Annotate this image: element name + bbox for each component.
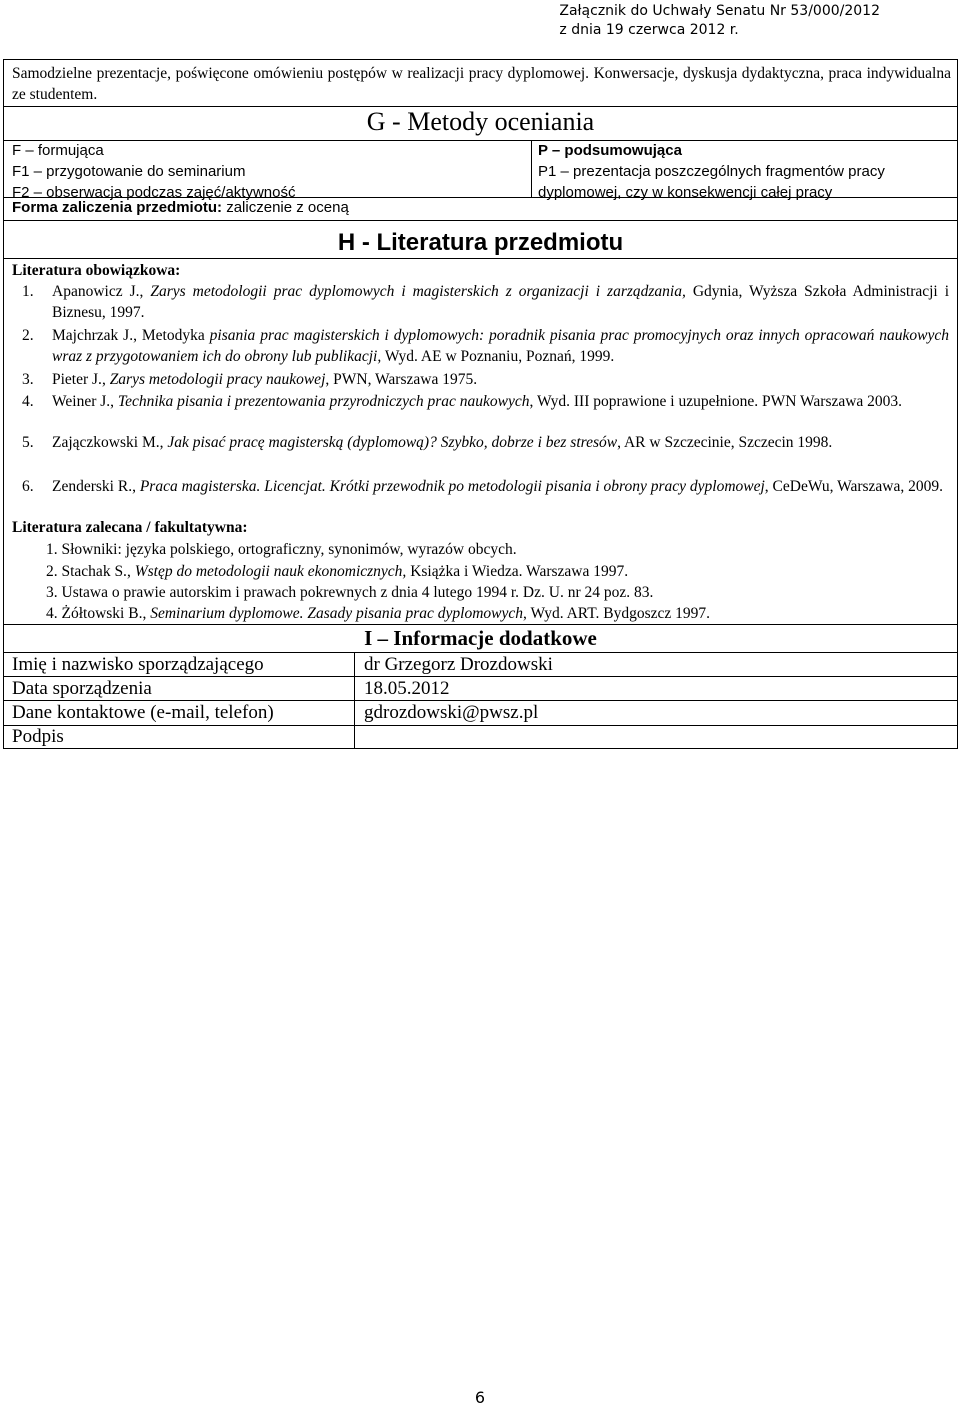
column-divider <box>531 140 532 197</box>
divider <box>4 258 957 259</box>
divider <box>4 725 957 726</box>
recommended-item-3: 3. Ustawa o prawie autorskim i prawach pokrewnych z dnia 4 lutego 1994 r. Dz. U. nr 24 poz. 83. <box>46 584 654 601</box>
intro-text: Samodzielne prezentacje, poświęcone omówieniu postępów w realizacji pracy dyplomowej. Konwersacje, dyskusja dydaktyczna, praca indywidualna ze studentem. <box>12 65 951 103</box>
assessment-form-value: zaliczenie z oceną <box>222 199 349 216</box>
info-value-author: dr Grzegorz Drozdowski <box>364 654 553 675</box>
info-label-date: Data sporządzenia <box>12 678 152 699</box>
assessment-form <box>12 197 349 218</box>
info-label-signature: Podpis <box>12 726 64 747</box>
info-value-contact: gdrozdowski@pwsz.pl <box>364 702 539 723</box>
document-header <box>559 2 880 40</box>
header-line-2: z dnia 19 czerwca 2012 r. <box>559 22 739 38</box>
formative-item-2: F2 – obserwacja podczas zajęć/aktywność <box>12 184 296 201</box>
required-item-2: 2. Majchrzak J., Metodyka pisania prac magisterskich i dyplomowych: poradnik pisania prac promocyjnych oraz innych opracowań naukowych wraz z przygotowaniem ich do obrony lub publikacji, Wyd. AE w Poznaniu, Poznań, 1999. <box>22 327 949 365</box>
required-item-1: 1. Apanowicz J., Zarys metodologii prac dyplomowych i magisterskich z organizacji i zarządzania, Gdynia, Wyższa Szkoła Administracji i Biznesu, 1997. <box>22 283 950 321</box>
section-i-title: I – Informacje dodatkowe <box>364 626 597 650</box>
header-line-1: Załącznik do Uchwały Senatu Nr 53/000/2012 <box>559 3 880 19</box>
info-value-date: 18.05.2012 <box>364 678 450 699</box>
info-label-contact: Dane kontaktowe (e-mail, telefon) <box>12 702 274 723</box>
assessment-form-label: Forma zaliczenia przedmiotu: <box>12 199 223 216</box>
required-item-5: 5. Zajączkowski M., Jak pisać pracę magisterską (dyplomową)? Szybko, dobrze i bez stresów, AR w Szczecinie, Szczecin 1998. <box>22 434 833 451</box>
required-literature-title: Literatura obowiązkowa: <box>12 262 181 279</box>
page-number: 6 <box>474 1388 486 1407</box>
formative-item-1: F1 – przygotowanie do seminarium <box>12 163 246 180</box>
section-g-title: G - Metody oceniania <box>366 107 595 136</box>
required-item-3: 3. Pieter J., Zarys metodologii pracy naukowej, PWN, Warszawa 1975. <box>22 371 478 388</box>
formative-title: F – formująca <box>12 142 104 159</box>
summative-title: P – podsumowująca <box>538 142 682 159</box>
recommended-item-1: 1. Słowniki: języka polskiego, ortograficzny, synonimów, wyrazów obcych. <box>46 541 517 558</box>
recommended-item-4: 4. Żółtowski B., Seminarium dyplomowe. Zasady pisania prac dyplomowych, Wyd. ART. Bydgoszcz 1997. <box>46 605 711 622</box>
divider <box>4 220 957 221</box>
summative-item: P1 – prezentacja poszczególnych fragmentów pracy dyplomowej, czy w konsekwencji całej pracy <box>538 163 885 201</box>
recommended-literature-title: Literatura zalecana / fakultatywna: <box>12 519 248 536</box>
section-h-title: H - Literatura przedmiotu <box>337 229 624 256</box>
info-label-author: Imię i nazwisko sporządzającego <box>12 654 264 675</box>
formative-block <box>12 140 522 203</box>
syllabus-table <box>3 59 958 749</box>
required-item-4: 4. Weiner J., Technika pisania i prezentowania przyrodniczych prac naukowych, Wyd. III poprawione i uzupełnione. PWN Warszawa 2003. <box>22 393 903 410</box>
summative-block <box>538 140 948 203</box>
required-item-6: 6. Zenderski R., Praca magisterska. Licencjat. Krótki przewodnik po metodologii pisania i obrony pracy dyplomowej, CeDeWu, Warszawa, 2009. <box>22 478 943 495</box>
recommended-item-2: 2. Stachak S., Wstęp do metodologii nauk ekonomicznych, Książka i Wiedza. Warszawa 1997. <box>46 563 629 580</box>
